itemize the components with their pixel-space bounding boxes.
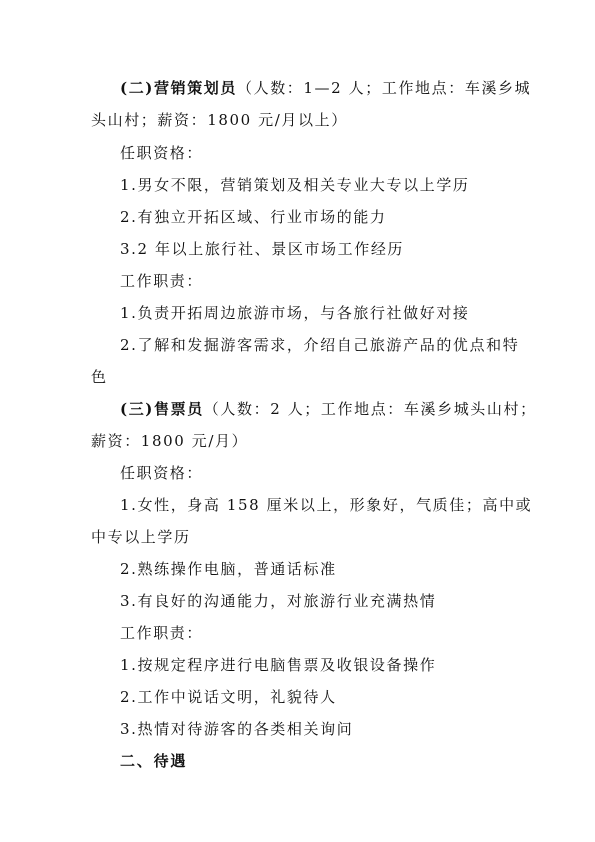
role-ticket-meta-1: （人数：2 人；工作地点：车溪乡城头山村； — [203, 400, 537, 418]
duties-label: 工作职责： — [120, 272, 204, 290]
qualification-item: 2.有独立开拓区域、行业市场的能力 — [120, 208, 387, 226]
qualification-item: 3.有良好的沟通能力，对旅游行业充满热情 — [120, 592, 437, 610]
qualification-item: 1.男女不限，营销策划及相关专业大专以上学历 — [120, 176, 470, 194]
role-ticket-heading-line — [120, 399, 537, 419]
duty-item: 3.热情对待游客的各类相关询问 — [120, 720, 354, 738]
qualification-item: 2.熟练操作电脑，普通话标准 — [120, 560, 337, 578]
duty-item: 2.工作中说话文明，礼貌待人 — [120, 688, 337, 706]
qualification-item-continuation: 中专以上学历 — [91, 528, 191, 546]
role-marketing-title: (二)营销策划员 — [120, 79, 237, 97]
qualification-item: 3.2 年以上旅行社、景区市场工作经历 — [120, 240, 405, 258]
duty-item-continuation: 色 — [91, 368, 108, 386]
qualifications-label: 任职资格： — [120, 464, 204, 482]
role-marketing-meta-2: 头山村；薪资：1800 元/月以上） — [91, 111, 348, 129]
qualification-item: 1.女性，身高 158 厘米以上，形象好，气质佳；高中或 — [120, 496, 533, 514]
duty-item: 2.了解和发掘游客需求，介绍自己旅游产品的优点和特 — [120, 336, 520, 354]
benefits-heading: 二、待遇 — [120, 752, 188, 770]
duty-item: 1.按规定程序进行电脑售票及收银设备操作 — [120, 656, 437, 674]
role-ticket-title: (三)售票员 — [120, 400, 204, 418]
duty-item: 1.负责开拓周边旅游市场，与各旅行社做好对接 — [120, 304, 470, 322]
role-marketing-heading-line — [120, 78, 531, 98]
role-marketing-meta-1: （人数：1—2 人；工作地点：车溪乡城 — [237, 79, 532, 97]
qualifications-label: 任职资格： — [120, 144, 204, 162]
role-ticket-meta-2: 薪资：1800 元/月） — [91, 432, 249, 450]
duties-label: 工作职责： — [120, 624, 204, 642]
